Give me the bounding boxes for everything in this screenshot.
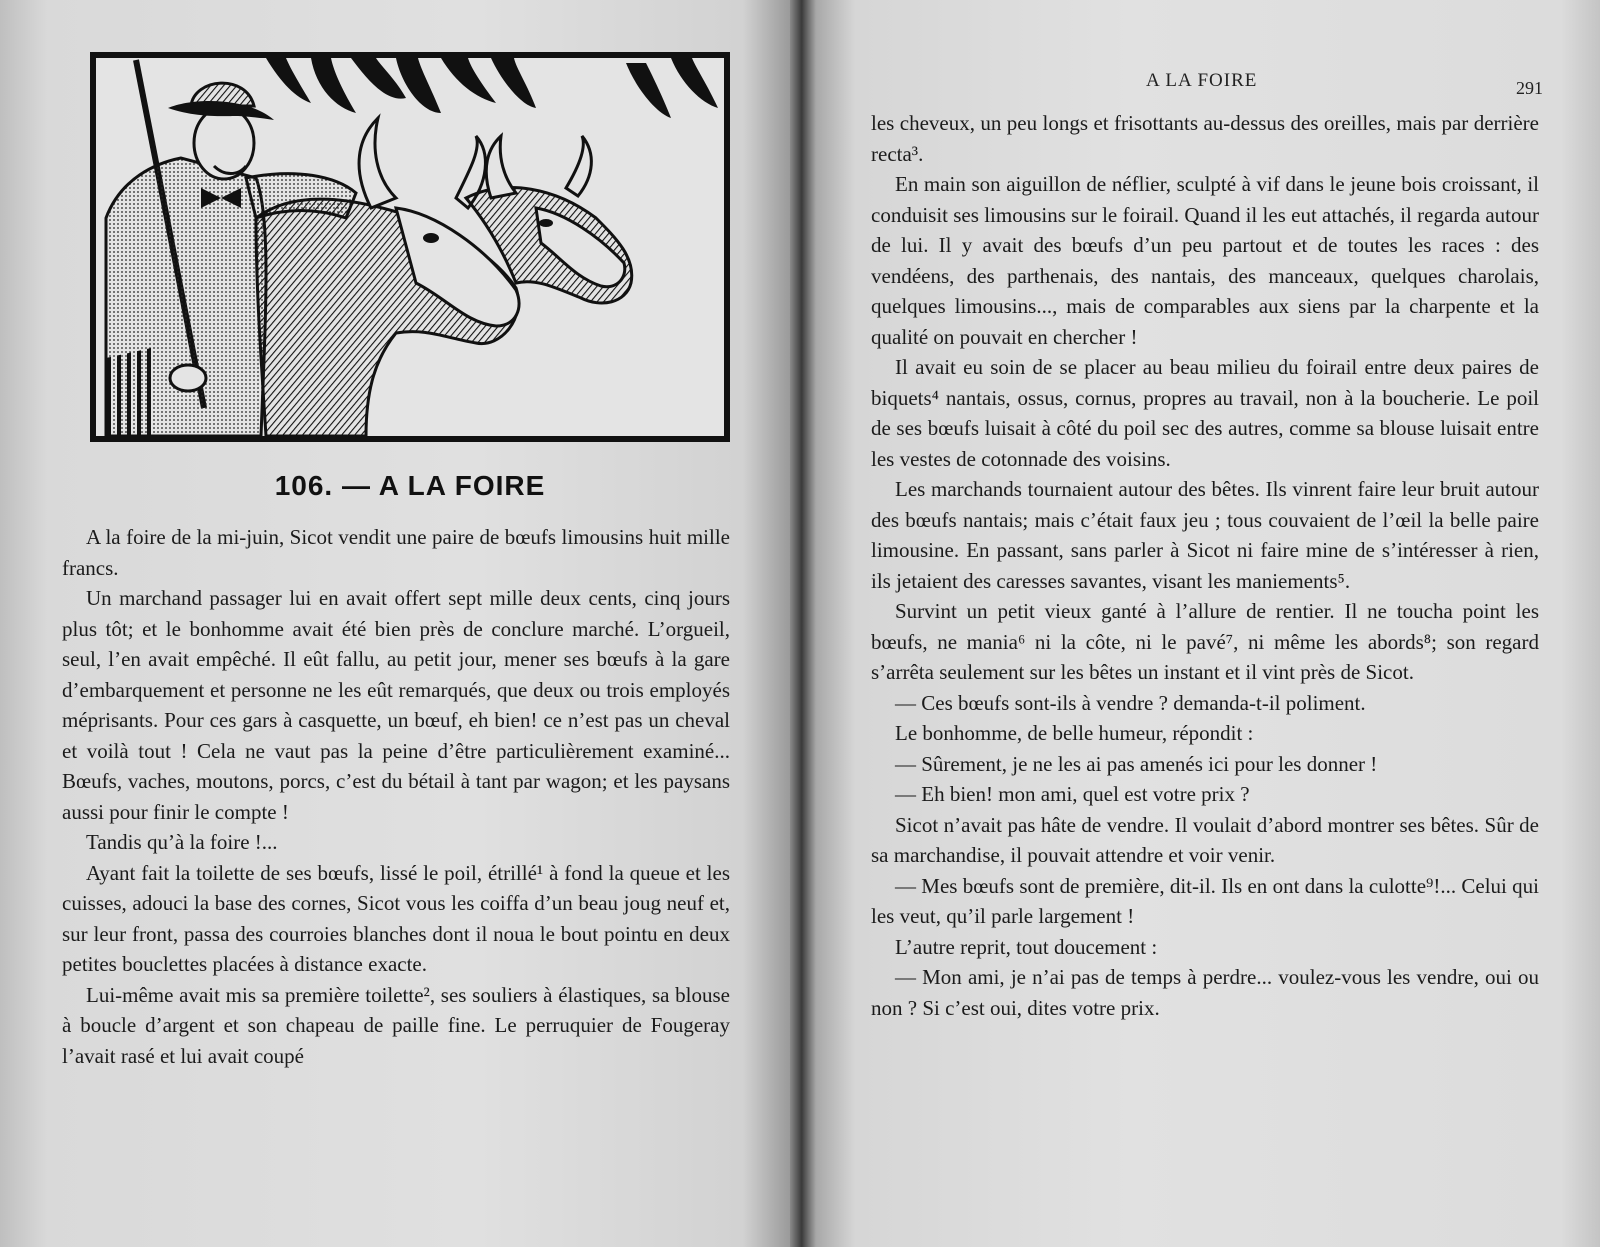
right-page-text [871,108,1539,1023]
paragraph: — Mes bœufs sont de première, dit-il. Ils en ont dans la culotte⁹!... Celui qui les veut, qu’il parle largement ! [871,873,1539,928]
paragraph: Un marchand passager lui en avait offert sept mille deux cents, cinq jours plus tôt; et le bonhomme avait été bien près de conclure marché. L’orgueil, seul, l’en avait empêché. Il eût fallu, au petit jour, mener ses bœufs à la gare d’embarquement et personne ne les eût remarqués, que deux ou trois employés méprisants. Pour ces gars à casquette, un bœuf, eh bien! ce n’est pas un cheval et voilà tout ! Cela ne vaut pas la peine d’être particulièrement examiné... Bœufs, vaches, moutons, porcs, c’est du bétail à tant par wagon; et les paysans aussi pour finir le compte ! [62,586,730,824]
paragraph: Ayant fait la toilette de ses bœufs, lissé le poil, étrillé¹ à fond la queue et les cuisses, adouci la base des cornes, Sicot vous les coiffa d’un beau joug neuf et, sur leur front, passa des courroies blanches dont il noua le bout pointu en deux petites bouclettes placées à distance exacte. [62,860,730,976]
paragraph: — Ces bœufs sont-ils à vendre ? demanda-t-il poliment. [895,690,1366,715]
paragraph: Survint un petit vieux ganté à l’allure de rentier. Il ne toucha point les bœufs, ne mania⁶ ni la côte, ni le pavé⁷, ni même les abords⁸; son regard s’arrêta seulement sur les bêtes un instant et il vint près de Sicot. [871,599,1539,684]
paragraph: Les marchands tournaient autour des bêtes. Ils vinrent faire leur bruit autour des bœufs nantais; mais c’était faux jeu ; tous couvaient de l’œil la belle paire limousine. En passant, sans parler à Sicot ni faire mine de s’intéresser à rien, ils jetaient des caresses savantes, visant les maniements⁵. [871,477,1539,593]
woodcut-illustration [90,52,730,442]
paragraph: En main son aiguillon de néflier, sculpté à vif dans le jeune bois croissant, il conduisit ses limousins sur le foirail. Quand il les eut attachés, il regarda autour de lui. Il y avait des bœufs d’un peu partout et de toutes les races : des vendéens, des parthenais, des nantais, des manceaux, quelques charolais, quelques limousins..., mais de comparables aux siens par la charpente et la qualité on pouvait en chercher ! [871,172,1539,349]
paragraph: — Sûrement, je ne les ai pas amenés ici pour les donner ! [895,751,1378,776]
chapter-title: 106. — A LA FOIRE [274,470,546,501]
paragraph: Sicot n’avait pas hâte de vendre. Il voulait d’abord montrer ses bêtes. Sûr de sa marchandise, il pouvait attendre et voir venir. [871,812,1539,867]
right-page [816,0,1600,1247]
left-page [0,0,790,1247]
paragraph: les cheveux, un peu longs et frisottants au-dessus des oreilles, mais par derrière recta³. [871,111,1539,166]
paragraph: Lui-même avait mis sa première toilette², ses souliers à élastiques, sa blouse à boucle d’argent et son chapeau de paille fine. Le perruquier de Fougeray l’avait rasé et lui avait coupé [62,982,730,1068]
paragraph: Tandis qu’à la foire !... [86,830,278,854]
paragraph: Le bonhomme, de belle humeur, répondit : [895,721,1254,745]
farmer-with-oxen-illustration [96,58,724,436]
paragraph: Il avait eu soin de se placer au beau milieu du foirail entre deux paires de biquets⁴ nantais, ossus, cornus, propres au travail, non à la boucherie. Le poil de ses bœufs luisait à côté du poil sec des autres, comme sa blouse luisait entre les vestes de cotonnade des voisins. [871,355,1539,471]
paragraph: A la foire de la mi-juin, Sicot vendit une paire de bœufs limousins huit mille francs. [62,525,730,580]
paragraph: L’autre reprit, tout doucement : [895,934,1158,959]
paragraph: — Eh bien! mon ami, quel est votre prix ? [895,782,1250,806]
book-gutter [790,0,816,1247]
paragraph: — Mon ami, je n’ai pas de temps à perdre... voulez-vous les vendre, oui ou non ? Si c’est oui, dites votre prix. [871,965,1539,1020]
left-page-text [62,522,730,1071]
running-head: A LA FOIRE [1146,70,1258,91]
page-number: 291 [1516,78,1543,98]
